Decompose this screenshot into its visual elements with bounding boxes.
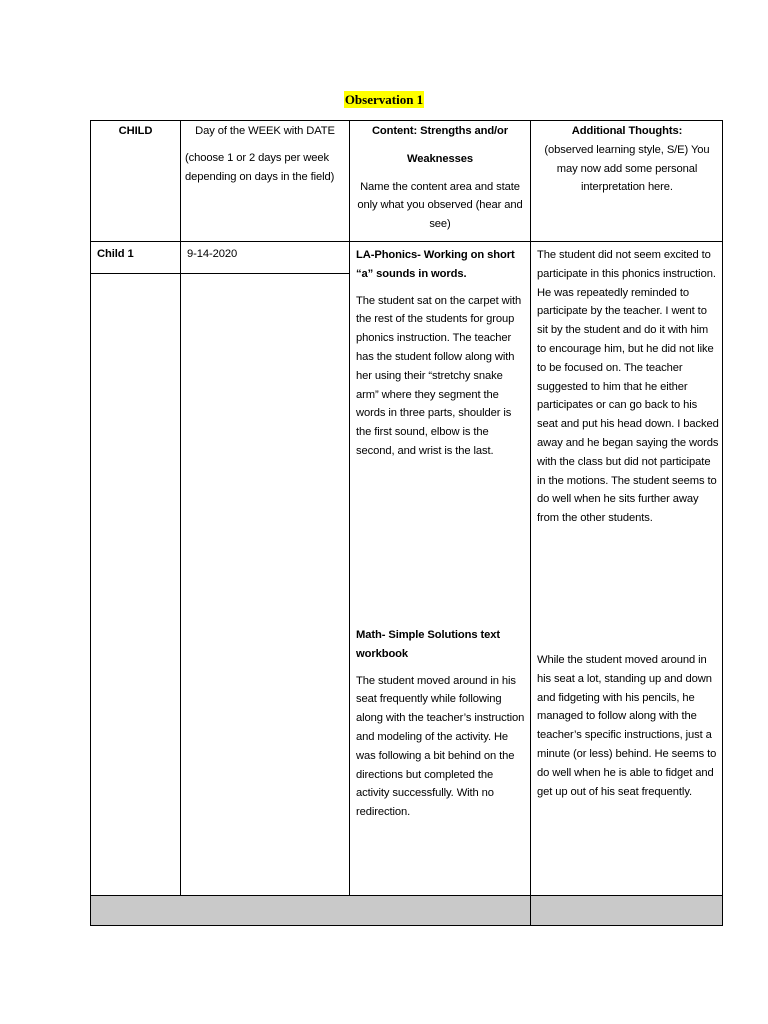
header-additional-note: (observed learning style, S/E) You may now add some personal interpretation here.	[544, 143, 710, 194]
child-name-label: Child 1	[97, 248, 134, 260]
observation-1-heading: LA-Phonics- Working on short “a” sounds in words.	[356, 249, 515, 280]
header-content-title2: Weaknesses	[407, 152, 473, 165]
header-day	[185, 122, 345, 186]
header-row-divider	[90, 241, 723, 242]
header-child	[91, 122, 180, 141]
table-border-left	[90, 120, 91, 926]
footer-row-right-shade	[530, 896, 722, 925]
observation-2-text: The student moved around in his seat frequently while following along with the teacher’s instruction and modeling of the activity. He was following a bit behind on the directions but completed the activity successfully. With no redirection.	[356, 674, 525, 819]
observation-2	[356, 626, 526, 822]
header-day-title: Day of the WEEK with DATE	[195, 125, 335, 137]
thoughts-1	[537, 246, 719, 528]
observation-2-heading: Math- Simple Solutions text workbook	[356, 629, 500, 660]
table-border-bottom	[90, 925, 723, 926]
table-border-top	[90, 120, 723, 121]
observation-1	[356, 246, 526, 461]
header-child-label: CHILD	[118, 125, 153, 137]
header-additional-title: Additional Thoughts:	[571, 125, 683, 137]
table-border-right	[722, 120, 723, 926]
thoughts-2-text: While the student moved around in his seat a lot, standing up and down and fidgeting with his pencils, he managed to follow along with the teacher’s specific instructions, just a minute (or less) behind. He seems to do well when he is able to fidget and get up out of his seat frequently.	[537, 654, 717, 798]
header-content-title: Content: Strengths and/or	[371, 125, 509, 137]
page-title: Observation 1	[344, 92, 424, 107]
title-container	[0, 91, 768, 109]
observation-date	[187, 245, 345, 264]
column-divider-1	[180, 120, 181, 896]
thoughts-2	[537, 651, 719, 801]
column-divider-3	[530, 120, 531, 926]
footer-row-divider	[90, 895, 723, 896]
child-name	[97, 245, 177, 264]
thoughts-1-text: The student did not seem excited to participate in this phonics instruction. He was repeatedly reminded to participate by the teacher. I went to sit by the student and do it with him to encourage him, but he did not like to be focused on. The teacher suggested to him that he either participates or can go back to his seat and put his head down. I backed away and he began saying the words with the class but did not participate in the motions. The student seems to do well when he sits further away from the other students.	[537, 249, 719, 525]
header-day-note: (choose 1 or 2 days per week depending on days in the field)	[185, 151, 335, 183]
observation-1-text: The student sat on the carpet with the rest of the students for group phonics instruction. The teacher has the student follow along with her using their “stretchy snake arm” where they segment the words in three parts, shoulder is the first sound, elbow is the second, and wrist is the last.	[356, 294, 522, 457]
child-row-divider	[90, 273, 350, 274]
column-divider-2	[349, 120, 350, 896]
header-content-note: Name the content area and state only what you observed (hear and see)	[357, 180, 523, 231]
footer-row-left-shade	[91, 896, 530, 925]
observation-date-value: 9-14-2020	[187, 248, 238, 260]
header-additional	[536, 122, 718, 197]
header-content	[353, 122, 527, 234]
